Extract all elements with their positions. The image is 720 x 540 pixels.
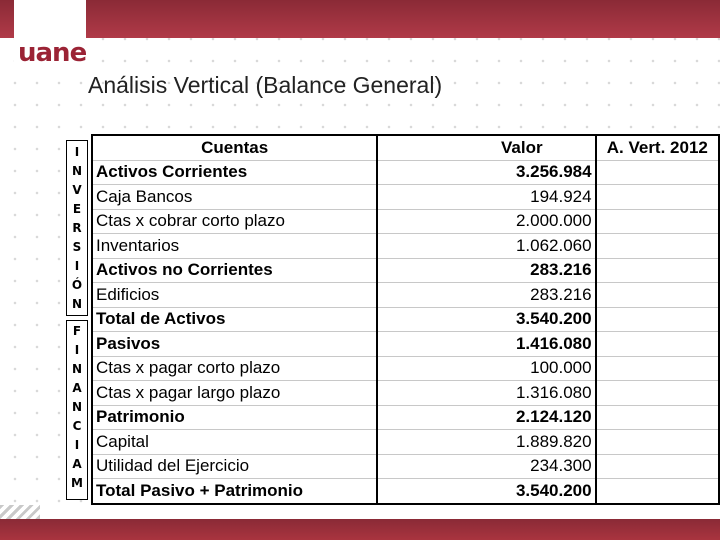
account-name: Total de Activos xyxy=(92,307,377,332)
side-letter: S xyxy=(72,240,82,254)
account-value: 1.062.060 xyxy=(377,234,595,259)
top-brand-bar xyxy=(0,0,720,38)
side-letter: N xyxy=(71,297,83,311)
vertical-analysis-cell xyxy=(596,332,719,357)
table-row xyxy=(92,454,719,479)
account-name: Activos no Corrientes xyxy=(92,258,377,283)
side-letter: M xyxy=(71,476,83,490)
side-letter: I xyxy=(74,438,80,452)
side-letter: N xyxy=(71,400,83,414)
account-value: 2.000.000 xyxy=(377,209,595,234)
table-row xyxy=(92,185,719,210)
vertical-analysis-cell xyxy=(596,185,719,210)
table-row xyxy=(92,381,719,406)
table-row xyxy=(92,234,719,259)
side-letter: A xyxy=(72,381,82,395)
account-name: Ctas x pagar largo plazo xyxy=(92,381,377,406)
side-letter: Ó xyxy=(71,278,83,292)
table-row xyxy=(92,307,719,332)
vertical-analysis-cell xyxy=(596,160,719,185)
table-row xyxy=(92,332,719,357)
table-row xyxy=(92,356,719,381)
side-letter: E xyxy=(72,202,82,216)
account-value: 3.256.984 xyxy=(377,160,595,185)
account-value: 3.540.200 xyxy=(377,307,595,332)
side-label-financiamiento xyxy=(66,320,88,500)
account-name: Utilidad del Ejercicio xyxy=(92,454,377,479)
account-value: 283.216 xyxy=(377,283,595,308)
side-letter: C xyxy=(72,419,82,433)
vertical-analysis-cell xyxy=(596,307,719,332)
side-letter: F xyxy=(72,324,82,338)
vertical-analysis-cell xyxy=(596,283,719,308)
account-name: Ctas x cobrar corto plazo xyxy=(92,209,377,234)
side-letter: I xyxy=(74,145,80,159)
table-row xyxy=(92,283,719,308)
account-name: Edificios xyxy=(92,283,377,308)
logo: uane xyxy=(18,38,87,68)
account-name: Pasivos xyxy=(92,332,377,357)
side-letter: I xyxy=(74,343,80,357)
header-cuentas: Cuentas xyxy=(92,135,377,160)
side-letter: N xyxy=(71,362,83,376)
vertical-analysis-cell xyxy=(596,234,719,259)
account-value: 2.124.120 xyxy=(377,405,595,430)
account-name: Total Pasivo + Patrimonio xyxy=(92,479,377,504)
side-letter: V xyxy=(72,183,82,197)
side-letter: N xyxy=(71,164,83,178)
vertical-analysis-cell xyxy=(596,209,719,234)
account-value: 100.000 xyxy=(377,356,595,381)
bottom-brand-bar xyxy=(0,519,720,540)
vertical-analysis-cell xyxy=(596,381,719,406)
account-value: 234.300 xyxy=(377,454,595,479)
vertical-analysis-cell xyxy=(596,479,719,504)
header-valor: Valor xyxy=(377,135,595,160)
table-row xyxy=(92,405,719,430)
vertical-analysis-cell xyxy=(596,356,719,381)
side-letter: A xyxy=(72,457,82,471)
account-value: 194.924 xyxy=(377,185,595,210)
account-name: Patrimonio xyxy=(92,405,377,430)
table-row xyxy=(92,479,719,504)
header-a-vert: A. Vert. 2012 xyxy=(596,135,719,160)
account-value: 1.416.080 xyxy=(377,332,595,357)
vertical-analysis-cell xyxy=(596,430,719,455)
table-row xyxy=(92,258,719,283)
balance-table xyxy=(91,134,720,505)
slide-title: Análisis Vertical (Balance General) xyxy=(88,72,443,98)
account-name: Capital xyxy=(92,430,377,455)
account-value: 1.316.080 xyxy=(377,381,595,406)
account-name: Activos Corrientes xyxy=(92,160,377,185)
table-header-row xyxy=(92,135,719,160)
vertical-analysis-cell xyxy=(596,258,719,283)
table-row xyxy=(92,430,719,455)
account-name: Ctas x pagar corto plazo xyxy=(92,356,377,381)
side-label-inversion xyxy=(66,140,88,316)
table-row xyxy=(92,209,719,234)
account-value: 283.216 xyxy=(377,258,595,283)
account-name: Inventarios xyxy=(92,234,377,259)
side-letter: R xyxy=(72,221,82,235)
side-letter: I xyxy=(74,259,80,273)
vertical-analysis-cell xyxy=(596,405,719,430)
account-name: Caja Bancos xyxy=(92,185,377,210)
account-value: 1.889.820 xyxy=(377,430,595,455)
account-value: 3.540.200 xyxy=(377,479,595,504)
vertical-analysis-cell xyxy=(596,454,719,479)
table-row xyxy=(92,160,719,185)
